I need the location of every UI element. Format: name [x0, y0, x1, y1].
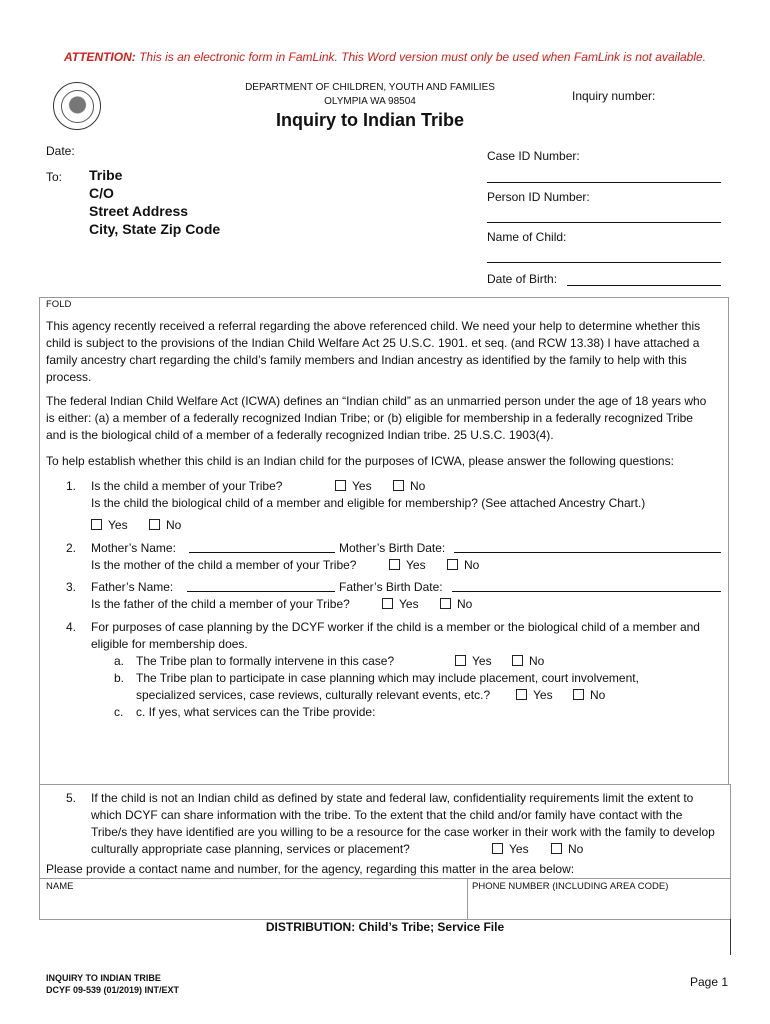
dob-field[interactable]	[567, 285, 721, 286]
contact-column-divider	[467, 878, 468, 920]
q5-number: 5.	[66, 791, 77, 805]
page-number: Page 1	[690, 975, 729, 989]
q5-yes-label: Yes	[509, 842, 529, 856]
address-line-street: Street Address	[89, 203, 189, 219]
q4b-letter: b.	[114, 671, 125, 685]
q3-yes-option[interactable]	[382, 596, 419, 613]
mother-dob-field[interactable]	[454, 552, 721, 553]
q1-no-option[interactable]	[393, 478, 425, 495]
distribution-line: DISTRIBUTION: Child’s Tribe; Service File	[265, 920, 505, 934]
q1-no-checkbox[interactable]	[393, 480, 404, 491]
q4b-no-label: No	[590, 688, 606, 702]
state-seal-logo	[53, 82, 101, 130]
page-title: Inquiry to Indian Tribe	[275, 110, 464, 130]
q2-member-question: Is the mother of the child a member of your Tribe?	[91, 558, 357, 572]
father-dob-field[interactable]	[452, 591, 721, 592]
contact-name-field[interactable]	[46, 893, 462, 917]
q3-member-question: Is the father of the child a member of your Tribe?	[91, 597, 350, 611]
q3-yes-label: Yes	[399, 597, 419, 611]
q3-no-label: No	[457, 597, 473, 611]
q5-yes-checkbox[interactable]	[492, 843, 503, 854]
q1-no-label: No	[410, 479, 426, 493]
q5-no-checkbox[interactable]	[551, 843, 562, 854]
dob-label: Date of Birth:	[487, 272, 558, 286]
q2-mother-dob-label: Mother’s Birth Date:	[339, 541, 446, 555]
child-name-label: Name of Child:	[487, 230, 567, 244]
q2-yes-option[interactable]	[389, 557, 426, 574]
q2-no-option[interactable]	[447, 557, 479, 574]
q3-no-option[interactable]	[440, 596, 472, 613]
q2-no-checkbox[interactable]	[447, 559, 458, 570]
contact-name-label: NAME	[46, 881, 74, 892]
contact-prompt: Please provide a contact name and number, for the agency, regarding this matter in the area below:	[46, 862, 575, 876]
q4b-no-checkbox[interactable]	[573, 689, 584, 700]
person-id-field[interactable]	[487, 222, 721, 223]
q2-mother-name-label: Mother’s Name:	[91, 541, 176, 555]
attention-banner	[0, 50, 770, 64]
q1-yes-option[interactable]	[335, 478, 372, 495]
case-id-label: Case ID Number:	[487, 149, 580, 163]
q1b-no-option[interactable]	[149, 517, 181, 534]
q4c-question: c. If yes, what services can the Tribe provide:	[136, 705, 376, 719]
contact-phone-label: PHONE NUMBER (INCLUDING AREA CODE)	[472, 881, 669, 892]
q1-member-question: Is the child a member of your Tribe?	[91, 479, 283, 493]
q2-number: 2.	[66, 541, 77, 555]
person-id-label: Person ID Number:	[487, 190, 590, 204]
q4b-no-option[interactable]	[573, 687, 605, 704]
q4b-yes-option[interactable]	[516, 687, 553, 704]
q1-bio-question: Is the child the biological child of a member and eligible for membership? (See attached Ancestry Chart.)	[91, 496, 646, 510]
q4-text: For purposes of case planning by the DCYF worker if the child is a member or the biological child of a member and eligible for membership does.	[91, 620, 700, 651]
date-label: Date:	[46, 144, 75, 158]
questions-intro: To help establish whether this child is an Indian child for the purposes of ICWA, please answer the following questions:	[46, 454, 674, 468]
q1-yes-checkbox[interactable]	[335, 480, 346, 491]
mother-name-field[interactable]	[189, 552, 335, 553]
address-line-co: C/O	[89, 185, 114, 201]
q4-number: 4.	[66, 620, 77, 634]
q4a-no-checkbox[interactable]	[512, 655, 523, 666]
q4c-answer-area[interactable]	[136, 722, 716, 780]
attention-label: ATTENTION:	[64, 50, 136, 64]
to-label: To:	[46, 170, 63, 184]
contact-phone-field[interactable]	[472, 893, 726, 917]
q4a-no-label: No	[529, 654, 545, 668]
q3-father-dob-label: Father’s Birth Date:	[339, 580, 443, 594]
inquiry-number-label: Inquiry number:	[572, 89, 656, 103]
q4a-yes-option[interactable]	[455, 653, 492, 670]
q2-yes-label: Yes	[406, 558, 426, 572]
icwa-paragraph: The federal Indian Child Welfare Act (ICWA) defines an “Indian child” as an unmarried person under the age of 18 years who is either: (a) a member of a federally recognized Indian Tribe; or (b) eligible for membership in a federally recognized Tribe and is the biological child of a member of a federally recognized Indian tribe. 25 U.S.C. 1903(4).	[46, 394, 707, 442]
q4a-no-option[interactable]	[512, 653, 544, 670]
q5-text: If the child is not an Indian child as defined by state and federal law, confidentiality requirements limit the extent to which DCYF can share information with the tribe. To the extent that the child and/or family have contact with the Tribe/s they have identified are you willing to be a resource for the case worker in their work with the family to develop culturally appropriate case planning, services or placement?	[91, 791, 715, 856]
footer-form-number: DCYF 09-539 (01/2019) INT/EXT	[46, 985, 180, 995]
q5-no-option[interactable]	[551, 841, 583, 858]
dept-name: DEPARTMENT OF CHILDREN, YOUTH AND FAMILIES	[245, 82, 495, 93]
q4c-letter: c.	[114, 705, 124, 719]
dept-address: OLYMPIA WA 98504	[324, 96, 416, 107]
address-line-city: City, State Zip Code	[89, 221, 221, 237]
q4b-question-line2: specialized services, case reviews, culturally relevant events, etc.?	[136, 688, 491, 702]
q1b-yes-label: Yes	[108, 518, 128, 532]
q3-yes-checkbox[interactable]	[382, 598, 393, 609]
q3-number: 3.	[66, 580, 77, 594]
intro-paragraph: This agency recently received a referral regarding the above referenced child. We need your help to determine whether this child is subject to the provisions of the Indian Child Welfare Act 25 U.S.C. 1901. et seq. (and RCW 13.38) I have attached a family ancestry chart regarding the child’s family members and Indian ancestry as identified by the family to help with this process.	[46, 319, 701, 384]
right-margin-rule	[730, 919, 731, 955]
address-line-tribe: Tribe	[89, 167, 123, 183]
q1-yes-label: Yes	[352, 479, 372, 493]
attention-text: This is an electronic form in FamLink. This Word version must only be used when FamLink is not available.	[135, 50, 706, 64]
q1b-no-checkbox[interactable]	[149, 519, 160, 530]
q3-no-checkbox[interactable]	[440, 598, 451, 609]
q2-no-label: No	[464, 558, 480, 572]
q4a-letter: a.	[114, 654, 125, 668]
child-name-field[interactable]	[487, 262, 721, 263]
q1b-yes-option[interactable]	[91, 517, 128, 534]
contact-divider	[39, 878, 731, 879]
footer-form-title: INQUIRY TO INDIAN TRIBE	[46, 973, 161, 983]
q5-no-label: No	[568, 842, 584, 856]
q4a-question: The Tribe plan to formally intervene in this case?	[136, 654, 395, 668]
q1b-no-label: No	[166, 518, 182, 532]
q1-number: 1.	[66, 479, 77, 493]
q5-yes-option[interactable]	[492, 841, 529, 858]
q4b-yes-checkbox[interactable]	[516, 689, 527, 700]
q4a-yes-checkbox[interactable]	[455, 655, 466, 666]
q2-yes-checkbox[interactable]	[389, 559, 400, 570]
father-name-field[interactable]	[187, 591, 335, 592]
q4b-question-line1: The Tribe plan to participate in case planning which may include placement, court involvement,	[136, 671, 639, 685]
q4a-yes-label: Yes	[472, 654, 492, 668]
fold-label: FOLD	[46, 299, 72, 310]
q3-father-name-label: Father’s Name:	[91, 580, 174, 594]
q4b-yes-label: Yes	[533, 688, 553, 702]
q1b-yes-checkbox[interactable]	[91, 519, 102, 530]
case-id-field[interactable]	[487, 182, 721, 183]
